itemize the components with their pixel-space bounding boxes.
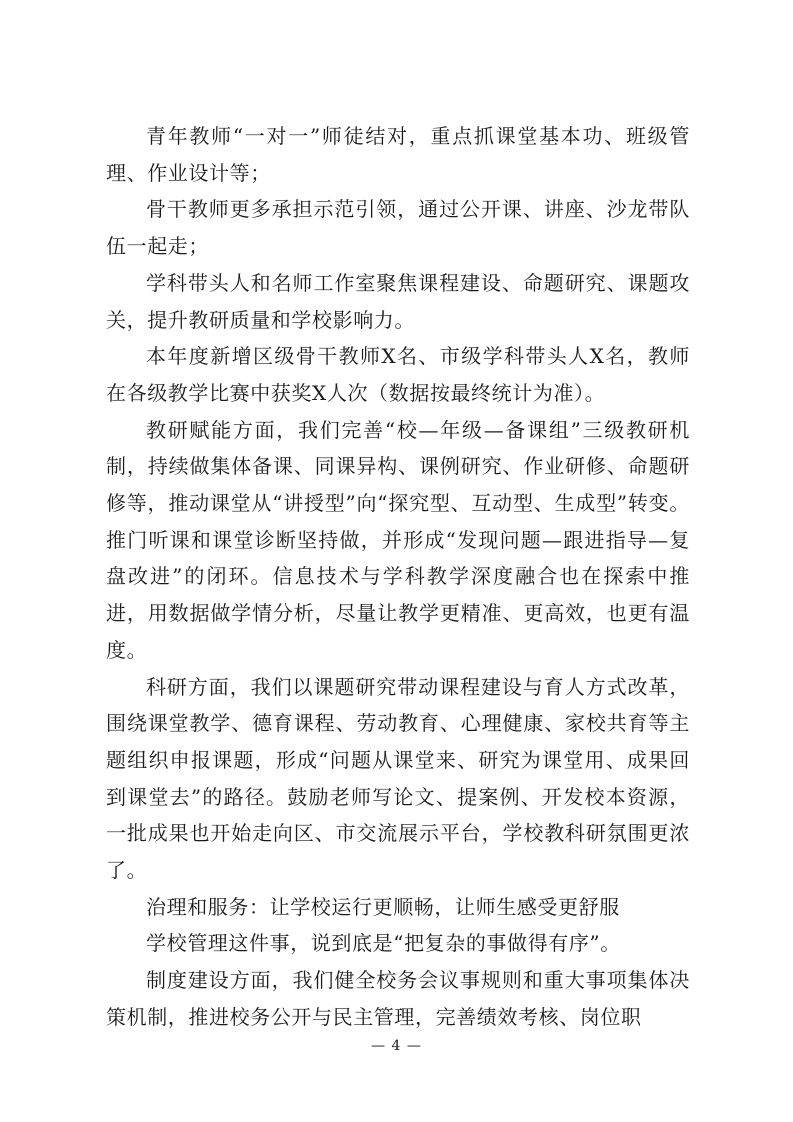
paragraph-teaching-research: 教研赋能方面，我们完善“校—年级—备课组”三级教研机制，持续做集体备课、同课异构、课例研究、作业研修、命题研修等，推动课堂从“讲授型”向“探究型、互动型、生成型”转变。推门听课和课堂诊断坚持做，并形成“发现问题—跟进指导—复盘改进”的闭环。信息技术与学科教学深度融合也在探索中推进，用数据做学情分析，尽量让教学更精准、更高效，也更有温度。: [106, 417, 690, 662]
section-heading-governance: 治理和服务：让学校运行更顺畅，让师生感受更舒服: [146, 894, 620, 919]
paragraph-management-summary: 学校管理这件事，说到底是“把复杂的事做得有序”。: [146, 931, 621, 956]
page-number: — 4 —: [371, 1038, 422, 1054]
paragraph-young-teachers: 青年教师“一对一”师徒结对，重点抓课堂基本功、班级管理、作业设计等；: [106, 124, 690, 185]
paragraph-annual-stats: 本年度新增区级骨干教师X名、市级学科带头人X名，教师在各级教学比赛中获奖X人次（数据按最终统计为准）。: [106, 344, 690, 405]
paragraph-institution-building: 制度建设方面，我们健全校务会议事规则和重大事项集体决策机制，推进校务公开与民主管理，完善绩效考核、岗位职: [106, 968, 690, 1029]
paragraph-subject-leaders: 学科带头人和名师工作室聚焦课程建设、命题研究、课题攻关，提升教研质量和学校影响力。: [106, 270, 690, 332]
paragraph-scientific-research: 科研方面，我们以课题研究带动课程建设与育人方式改革，围绕课堂教学、德育课程、劳动教育、心理健康、家校共育等主题组织申报课题，形成“问题从课堂来、研究为课堂用、成果回到课堂去”的路径。鼓励老师写论文、提案例、开发校本资源，一批成果也开始走向区、市交流展示平台，学校教科研氛围更浓了。: [106, 674, 690, 883]
document-body: [106, 118, 690, 1036]
paragraph-backbone-teachers: 骨干教师更多承担示范引领，通过公开课、讲座、沙龙带队伍一起走；: [106, 197, 690, 259]
